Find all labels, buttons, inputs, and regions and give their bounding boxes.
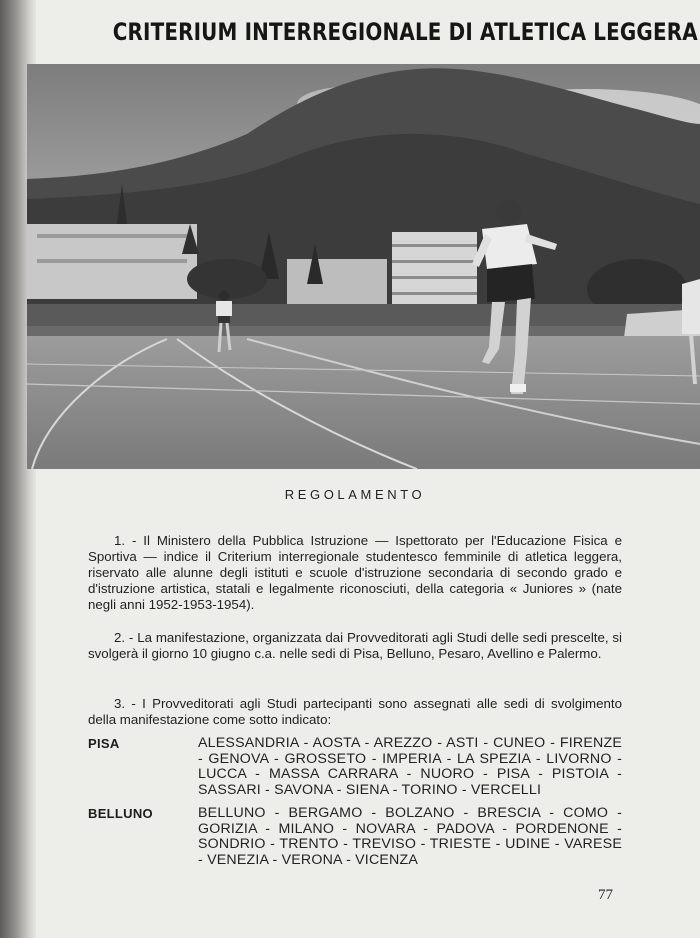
assignment-sede-label: BELLUNO (88, 806, 153, 821)
assignment-sede-label: PISA (88, 736, 120, 751)
section-heading-regolamento: REGOLAMENTO (284, 487, 426, 502)
paragraph-2: 2. - La manifestazione, organizzata dai Provveditorati agli Studi delle sedi prescelte, si svolgerà il giorno 10 giugno c.a. nelle sedi di Pisa, Belluno, Pesaro, Avellino e Palermo. (88, 630, 622, 661)
page-number: 77 (598, 887, 613, 903)
page-title: CRITERIUM INTERREGIONALE DI ATLETICA LEGGERA (112, 18, 698, 46)
assignment-provveditorati-list: ALESSANDRIA - AOSTA - AREZZO - ASTI - CUNEO - FIRENZE - GENOVA - GROSSETO - IMPERIA - LA SPEZIA - LIVORNO - LUCCA - MASSA CARRARA - NUORO - PISA - PISTOIA - SASSARI - SAVONA - SIENA - TORINO - VERCELLI (198, 735, 622, 798)
paragraph-1: 1. - Il Ministero della Pubblica Istruzione — Ispettorato per l'Educazione Fisica e Sportiva — indice il Criterium interregionale studentesco femminile di atletica leggera, riservato alle alunne degli istituti e scuole d'istruzione secondaria di secondo grado e d'istruzione artistica, statali e legalmente riconosciuti, della categoria « Juniores » (nate negli anni 1952-1953-1954). (88, 533, 622, 612)
paragraph-3: 3. - I Provveditorati agli Studi partecipanti sono assegnati alle sedi di svolgimento della manifestazione come sotto indicato: (88, 696, 622, 727)
assignment-provveditorati-list: BELLUNO - BERGAMO - BOLZANO - BRESCIA - COMO - GORIZIA - MILANO - NOVARA - PADOVA - PORDENONE - SONDRIO - TRENTO - TREVISO - TRIESTE - UDINE - VARESE - VENEZIA - VERONA - VICENZA (198, 805, 622, 868)
athletics-photo (27, 64, 700, 469)
